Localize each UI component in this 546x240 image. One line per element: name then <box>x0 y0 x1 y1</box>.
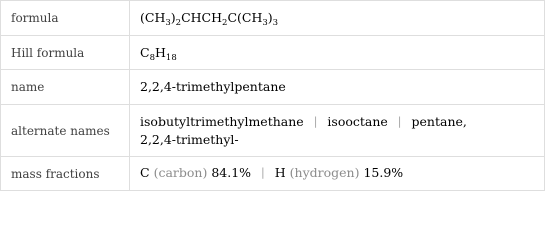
alternate-names-label: alternate names <box>1 105 130 157</box>
formula-subscript: 2 <box>175 18 182 28</box>
formula-subscript: 3 <box>262 18 268 28</box>
formula-label: formula <box>1 1 130 36</box>
hill-formula-subscript: 18 <box>165 52 177 63</box>
hill-formula-text: C <box>140 44 150 60</box>
element-percent: 15.9% <box>363 165 404 180</box>
element-symbol: H <box>274 165 286 180</box>
formula-row <box>1 1 545 36</box>
formula-value <box>130 1 545 36</box>
alternate-names-value <box>130 105 545 157</box>
separator: | <box>313 115 318 128</box>
alternate-names-row <box>1 105 545 157</box>
separator: | <box>397 115 402 128</box>
name-row <box>1 70 545 105</box>
alternate-name: isobutyltrimethylmethane <box>140 114 304 129</box>
formula-text: (CH <box>140 10 166 25</box>
hill-formula-row <box>1 36 545 70</box>
formula-text: CHCH <box>181 10 223 25</box>
formula-text: C(CH <box>227 10 263 25</box>
formula-subscript: 3 <box>165 18 171 28</box>
alternate-name: pentane, <box>411 114 467 129</box>
name-value: 2,2,4-trimethylpentane <box>130 70 545 105</box>
formula-text: ) <box>267 10 273 25</box>
mass-fractions-value <box>130 157 545 191</box>
hill-formula-label: Hill formula <box>1 36 130 70</box>
separator: | <box>261 166 265 179</box>
alternate-names-line <box>140 113 544 131</box>
element-name: (hydrogen) <box>289 165 360 180</box>
formula-text: ) <box>170 10 176 25</box>
element-percent: 84.1% <box>211 165 252 180</box>
formula-subscript: 2 <box>222 18 228 28</box>
element-name: (carbon) <box>153 165 208 180</box>
alternate-name: isooctane <box>327 114 388 129</box>
alternate-name-continuation: 2,2,4-trimethyl- <box>140 132 239 147</box>
name-label: name <box>1 70 130 105</box>
mass-fractions-label: mass fractions <box>1 157 130 191</box>
element-symbol: C <box>140 165 150 180</box>
mass-fractions-row <box>1 157 545 191</box>
hill-formula-text: H <box>155 44 166 60</box>
hill-formula-subscript: 8 <box>149 52 155 63</box>
hill-formula-value <box>130 36 545 70</box>
formula-subscript: 3 <box>272 18 279 28</box>
